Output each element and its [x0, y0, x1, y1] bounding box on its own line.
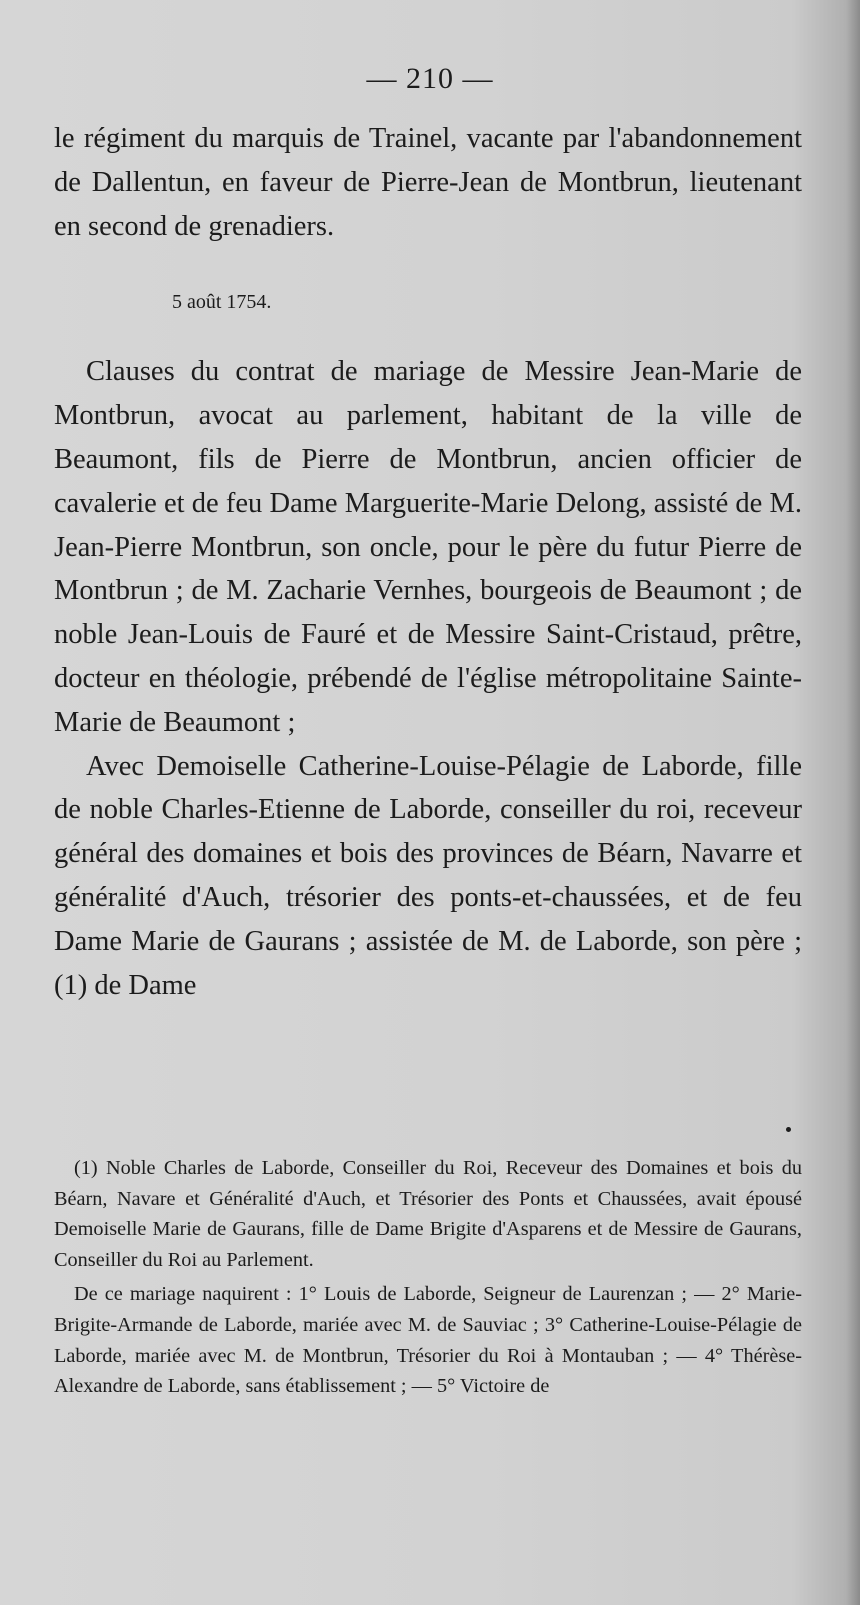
page-number-header: — 210 — — [366, 62, 494, 95]
footnotes — [54, 1153, 802, 1402]
continuation-paragraph: le régiment du marquis de Trainel, vacante par l'abandonnement de Dallentun, en faveur de Pierre-Jean de Montbrun, lieutenant en second de grenadiers. — [54, 123, 802, 242]
page-edge-shadow — [846, 0, 860, 1605]
bride-paragraph: Avec Demoiselle Catherine-Louise-Pélagie de Laborde, fille de noble Charles-Etienne de Laborde, conseiller du roi, receveur général des domaines et bois des provinces de Béarn, Navarre et généralité d'Auch, trésorier des ponts-et-chaussées, et de feu Dame Marie de Gaurans ; assistée de M. de Laborde, son père ; (1) de Dame — [54, 750, 802, 1001]
footnote-2: De ce mariage naquirent : 1° Louis de Laborde, Seigneur de Laurenzan ; — 2° Marie-Brigite-Armande de Laborde, mariée avec M. de Sauviac ; 3° Catherine-Louise-Pélagie de Laborde, mariée avec M. de Montbrun, Trésorier du Roi à Montauban ; — 4° Thérèse-Alexandre de Laborde, sans établissement ; — 5° Victoire de — [54, 1283, 802, 1398]
main-text — [54, 117, 802, 1007]
contract-paragraph: Clauses du contrat de mariage de Messire Jean-Marie de Montbrun, avocat au parlement, habitant de la ville de Beaumont, fils de Pierre de Montbrun, ancien officier de cavalerie et de feu Dame Marguerite-Marie Delong, assisté de M. Jean-Pierre Montbrun, son oncle, pour le père du futur Pierre de Montbrun ; de M. Zacharie Vernhes, bourgeois de Beaumont ; de noble Jean-Louis de Fauré et de Messire Saint-Cristaud, prêtre, docteur en théologie, prébendé de l'église métropolitaine Sainte-Marie de Beaumont ; — [54, 356, 802, 738]
footnote-dot — [786, 1127, 791, 1132]
entry-date: 5 août 1754. — [172, 291, 272, 314]
footnote-1: (1) Noble Charles de Laborde, Conseiller du Roi, Receveur des Domaines et bois du Béarn, Navare et Généralité d'Auch, et Trésorier des Ponts et Chaussées, avait épousé Demoiselle Marie de Gaurans, fille de Dame Brigite d'Asparens et de Messire de Gaurans, Conseiller du Roi au Parlement. — [54, 1157, 802, 1271]
